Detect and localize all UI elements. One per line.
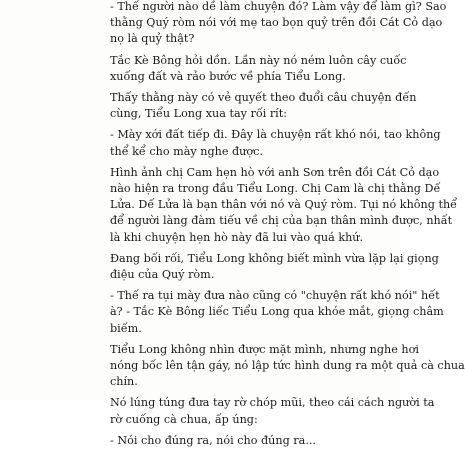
text-line: cùng, Tiểu Long xua tay rối rít:	[110, 107, 288, 121]
text-line: là khi chuyện hẹn hò này đã lui vào quá khứ.	[110, 230, 364, 244]
text-line: thể kể cho mày nghe được.	[110, 144, 263, 158]
text-line: chín.	[110, 375, 138, 389]
text-line: thằng Quý ròm nói với mẹ tao bọn quỷ trên đồi Cát Cỏ dạo	[110, 16, 443, 30]
text-line: để người làng đàm tiếu về chị của bạn thân mình được, nhất	[110, 214, 453, 228]
paragraph	[110, 433, 403, 449]
text-line: Tiểu Long không nhìn được mặt mình, nhưng nghe hơi	[110, 342, 419, 356]
text-line: điệu của Quý ròm.	[110, 268, 215, 282]
text-line: nóng bốc lên tận gáy, nó lập tức hình dung ra một quả cà chua	[110, 359, 465, 373]
text-line: Nó lúng túng đưa tay rờ chóp mũi, theo cái cách người ta	[110, 396, 435, 410]
paragraph	[110, 90, 417, 122]
text-line: Thấy thằng này có vẻ quyết theo đuổi câu chuyện đến	[110, 91, 417, 105]
text-line: - Thế ra tụi mày đưa nào cũng có "chuyện rất khó nói" hết	[110, 289, 440, 303]
text-line: Tắc Kè Bông hỏi dồn. Lần này nó ném luôn cây cuốc	[110, 53, 407, 67]
paragraph	[110, 53, 407, 85]
body-text	[110, 0, 465, 454]
paragraph	[110, 288, 444, 337]
text-line: rờ cuống cà chua, ấp úng:	[110, 412, 258, 426]
paragraph	[110, 0, 447, 48]
text-line: Đang bối rối, Tiểu Long không biết mình vừa lặp lại giọng	[110, 251, 439, 265]
paragraph	[110, 127, 441, 159]
paragraph	[110, 395, 435, 427]
text-line: Hình ảnh chị Cam hẹn hò với anh Sơn trên đồi Cát Cỏ dạo	[110, 165, 440, 179]
text-line: - Nói cho đúng ra, nói cho đúng ra...	[110, 433, 316, 447]
text-line: - Thế người nào dề làm chuyện đó? Làm vậy để làm gì? Sao	[110, 0, 447, 13]
paragraph	[110, 251, 439, 283]
text-line: à? - Tắc Kè Bông liếc Tiểu Long qua khóe mắt, giọng châm	[110, 305, 444, 319]
text-line: nọ là quỷ thật?	[110, 32, 195, 46]
text-line: xuống đất và rảo bước về phía Tiểu Long.	[110, 69, 346, 83]
text-line: Lửa. Dế Lửa là bạn thân với nó và Quý ròm. Tụi nó không thể	[110, 198, 458, 212]
text-line: biếm.	[110, 321, 142, 335]
paragraph	[110, 342, 465, 391]
paragraph	[110, 165, 458, 246]
text-line: nào hiện ra trong đầu Tiểu Long. Chị Cam là chị thằng Dế	[110, 182, 441, 196]
text-line: - Mày xới đất tiếp đi. Đây là chuyện rất khó nói, tao không	[110, 128, 441, 142]
